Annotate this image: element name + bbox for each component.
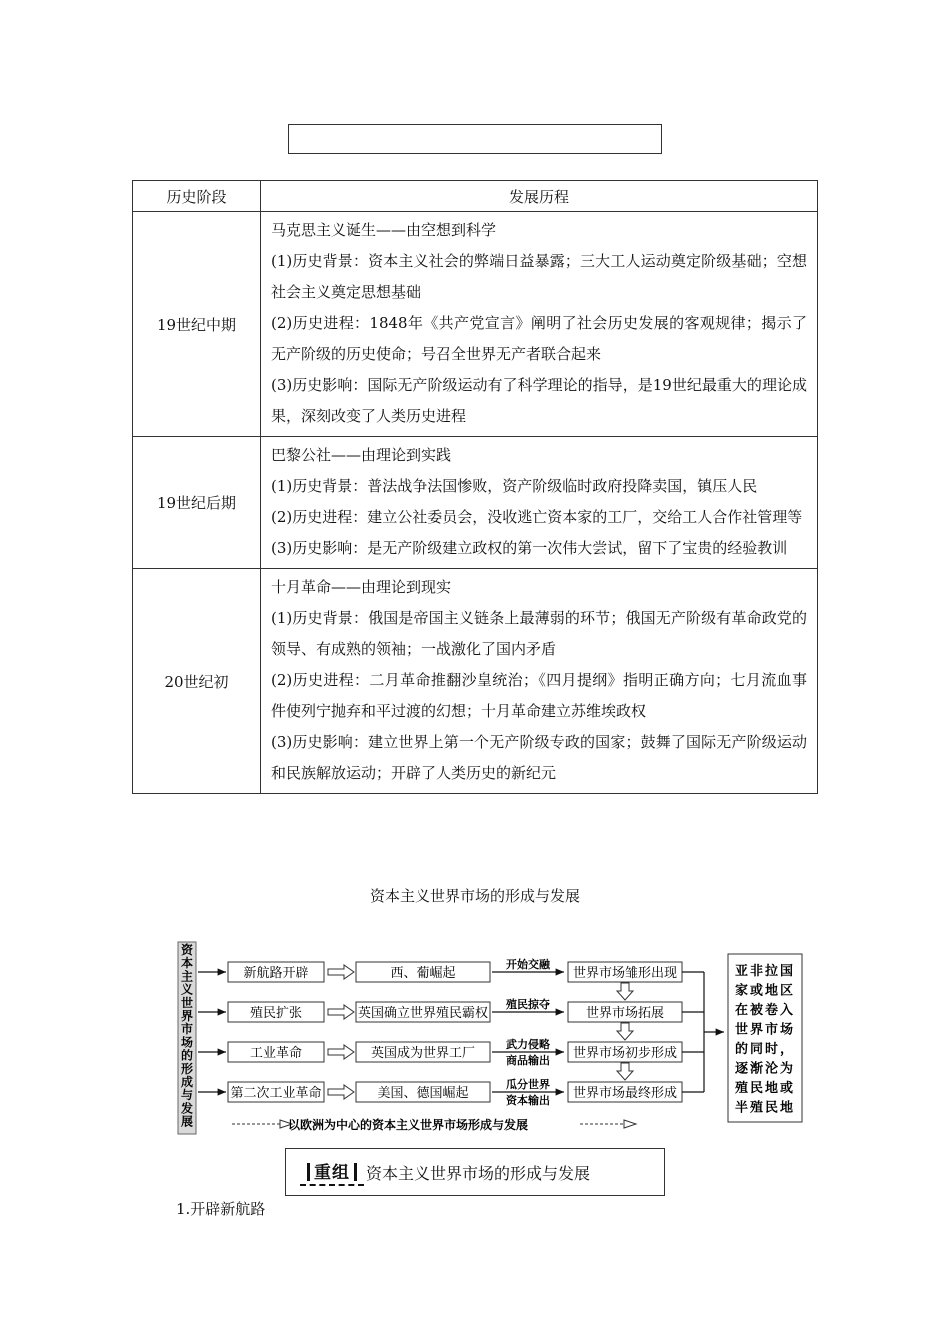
side-label-char: 与 bbox=[180, 1088, 194, 1103]
row-stage: 20世纪初 bbox=[133, 569, 261, 794]
result-text: 在被卷入 bbox=[734, 1003, 796, 1018]
cause-label: 殖民扩张 bbox=[249, 1006, 303, 1021]
result-box bbox=[728, 954, 802, 1122]
hollow-arrow bbox=[328, 1085, 354, 1099]
row-process bbox=[261, 212, 818, 437]
arrow-label: 瓜分世界 bbox=[506, 1078, 550, 1091]
side-label-char: 市 bbox=[180, 1022, 194, 1037]
side-label-char: 资 bbox=[180, 943, 194, 957]
event-label: 西、葡崛起 bbox=[390, 966, 456, 981]
hollow-arrow bbox=[328, 1005, 354, 1019]
process-line: (3)历史影响：国际无产阶级运动有了科学理论的指导，是19世纪最重大的理论成果，深刻改变了人类历史进程 bbox=[271, 376, 807, 425]
process-line: (2)历史进程：1848年《共产党宣言》阐明了社会历史发展的客观规律；揭示了无产阶级的历史使命；号召全世界无产者联合起来 bbox=[271, 314, 807, 363]
arrow-label: 武力侵略 bbox=[506, 1038, 550, 1051]
event-label: 英国确立世界殖民霸权 bbox=[357, 1006, 489, 1021]
header-process: 发展历程 bbox=[261, 181, 818, 212]
process-line: (2)历史进程：二月革命推翻沙皇统治；《四月提纲》指明正确方向；七月流血事件使列宁抛弃和平过渡的幻想；十月革命建立苏维埃政权 bbox=[271, 671, 807, 720]
row-stage: 19世纪后期 bbox=[133, 437, 261, 569]
result-text: 殖民地或 bbox=[734, 1081, 796, 1096]
regroup-tag bbox=[300, 1158, 364, 1186]
stage-label: 世界市场最终形成 bbox=[572, 1086, 678, 1101]
result-text: 的同时， bbox=[734, 1042, 796, 1057]
process-line: (1)历史背景：普法战争法国惨败，资产阶级临时政府投降卖国，镇压人民 bbox=[271, 477, 758, 495]
arrow-label: 殖民掠夺 bbox=[506, 998, 550, 1011]
arrow-label: 资本输出 bbox=[506, 1094, 550, 1107]
result-text: 亚非拉国 bbox=[734, 964, 796, 979]
cause-label: 工业革命 bbox=[249, 1046, 303, 1061]
process-line: 马克思主义诞生——由空想到科学 bbox=[271, 221, 497, 239]
process-line: 巴黎公社——由理论到实践 bbox=[271, 446, 452, 464]
side-label-char: 本 bbox=[180, 956, 194, 971]
stage-label: 世界市场初步形成 bbox=[572, 1046, 678, 1061]
hollow-arrow bbox=[328, 965, 354, 979]
market-flow-diagram bbox=[176, 940, 806, 1140]
down-arrow bbox=[617, 1023, 633, 1040]
side-label-char: 世 bbox=[180, 995, 194, 1010]
title-box bbox=[288, 124, 662, 154]
arrow-label: 商品输出 bbox=[506, 1054, 550, 1067]
event-label: 英国成为世界工厂 bbox=[370, 1046, 476, 1061]
side-label-char: 展 bbox=[180, 1114, 194, 1129]
process-line: (3)历史影响：是无产阶级建立政权的第一次伟大尝试，留下了宝贵的经验教训 bbox=[271, 539, 788, 557]
result-text: 逐渐沦为 bbox=[734, 1061, 796, 1077]
row-process bbox=[261, 437, 818, 569]
regroup-box bbox=[285, 1148, 665, 1196]
header-stage: 历史阶段 bbox=[133, 181, 261, 212]
hollow-arrow bbox=[328, 1045, 354, 1059]
regroup-title: 资本主义世界市场的形成与发展 bbox=[366, 1163, 591, 1183]
process-line: (1)历史背景：资本主义社会的弊端日益暴露；三大工人运动奠定阶级基础；空想社会主义奠定思想基础 bbox=[271, 252, 807, 301]
side-label-char: 义 bbox=[180, 982, 194, 997]
result-text: 家或地区 bbox=[734, 983, 796, 999]
history-table bbox=[132, 180, 818, 794]
side-label-char: 成 bbox=[180, 1075, 194, 1089]
table-row bbox=[133, 212, 818, 437]
down-arrow bbox=[617, 983, 633, 1000]
side-label-char: 主 bbox=[180, 969, 194, 984]
side-label-char: 形 bbox=[180, 1061, 194, 1076]
arrow-label: 开始交融 bbox=[506, 958, 550, 971]
event-label: 美国、德国崛起 bbox=[377, 1086, 469, 1101]
row-stage: 19世纪中期 bbox=[133, 212, 261, 437]
row-process bbox=[261, 569, 818, 794]
cause-label: 新航路开辟 bbox=[243, 966, 309, 981]
process-line: 十月革命——由理论到现实 bbox=[271, 578, 452, 596]
table-row bbox=[133, 437, 818, 569]
table-header-row bbox=[133, 181, 818, 212]
diagram-caption: 资本主义世界市场的形成与发展 bbox=[369, 887, 580, 905]
table-row bbox=[133, 569, 818, 794]
side-label-char: 界 bbox=[180, 1009, 194, 1023]
cause-label: 第二次工业革命 bbox=[230, 1086, 322, 1101]
bottom-note: 以欧洲为中心的资本主义世界市场形成与发展 bbox=[287, 1118, 529, 1132]
stage-label: 世界市场拓展 bbox=[585, 1006, 665, 1021]
result-text: 世界市场 bbox=[734, 1022, 796, 1038]
regroup-tag-text: 重组 bbox=[314, 1163, 350, 1183]
side-label-char: 发 bbox=[180, 1101, 194, 1116]
side-label-char: 的 bbox=[180, 1048, 194, 1063]
process-line: (3)历史影响：建立世界上第一个无产阶级专政的国家；鼓舞了国际无产阶级运动和民族解放运动；开辟了人类历史的新纪元 bbox=[271, 733, 807, 782]
stage-label: 世界市场雏形出现 bbox=[572, 966, 678, 981]
dashed-arrowhead bbox=[624, 1120, 636, 1128]
process-line: (1)历史背景：俄国是帝国主义链条上最薄弱的环节；俄国无产阶级有革命政党的领导、有成熟的领袖；一战激化了国内矛盾 bbox=[271, 609, 807, 658]
process-line: (2)历史进程：建立公社委员会，没收逃亡资本家的工厂，交给工人合作社管理等 bbox=[271, 508, 803, 526]
down-arrow bbox=[617, 1063, 633, 1080]
section-heading: 1.开辟新航路 bbox=[176, 1200, 266, 1218]
result-text: 半殖民地 bbox=[734, 1100, 796, 1116]
side-label-char: 场 bbox=[180, 1035, 194, 1050]
